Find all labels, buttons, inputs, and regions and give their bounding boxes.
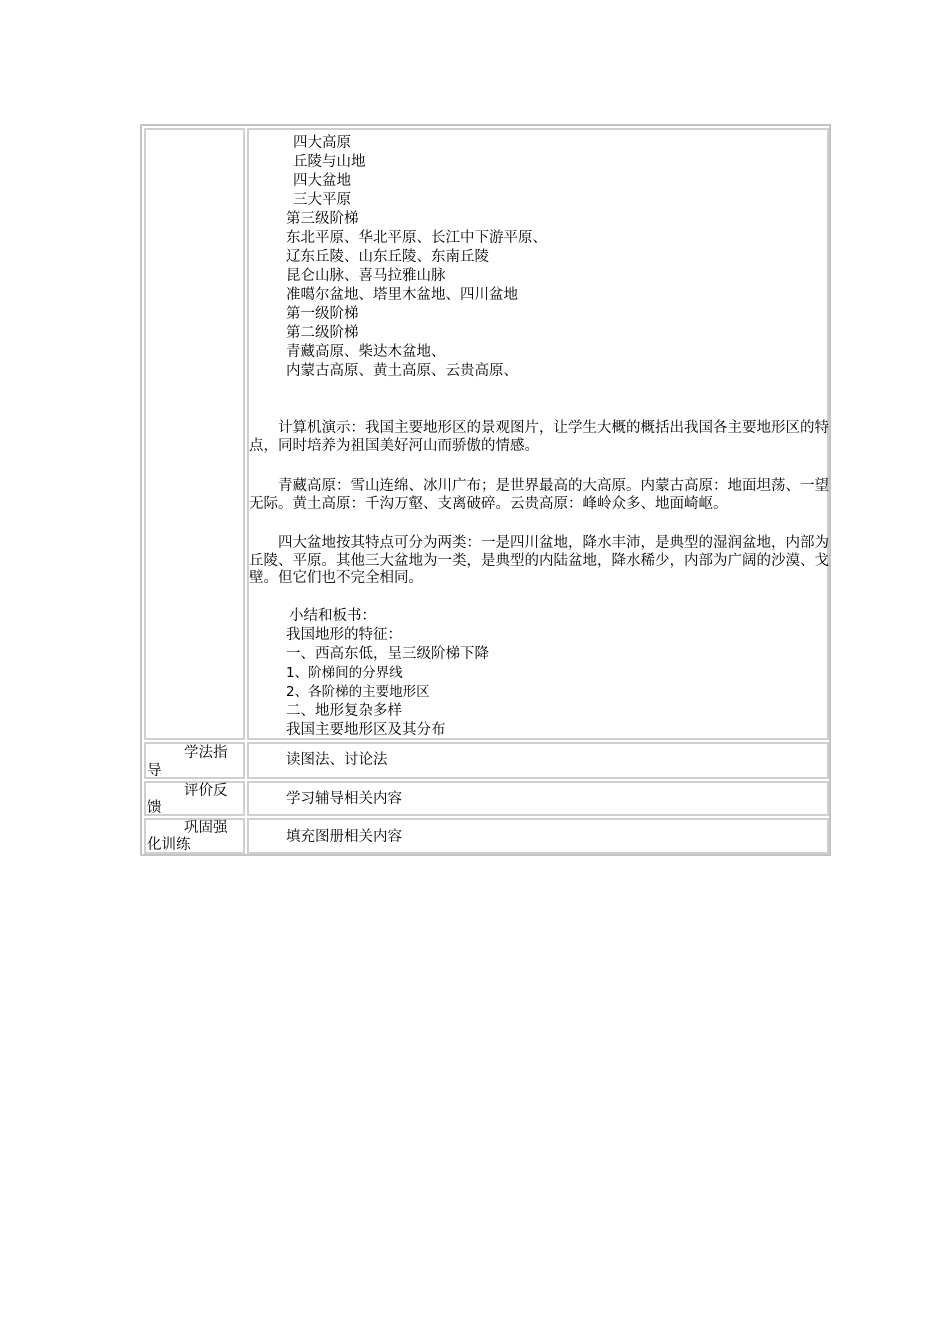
row-content-cell-evaluation xyxy=(247,781,829,816)
summary-item: 2、各阶梯的主要地形区 xyxy=(286,684,430,700)
row-label-bottom: 化训练 xyxy=(147,837,191,853)
text-line: 内蒙古高原、黄土高原、云贵高原、 xyxy=(286,363,518,379)
summary-item: 二、地形复杂多样 xyxy=(286,703,402,719)
text-line: 第一级阶梯 xyxy=(286,306,359,322)
row-content-cell-method xyxy=(247,742,829,779)
row-label-top: 评价反 xyxy=(184,783,228,799)
paragraph-basins: 四大盆地按其特点可分为两类：一是四川盆地，降水丰沛，是典型的湿润盆地，内部为丘陵、平原。其他三大盆地为一类，是典型的内陆盆地，降水稀少，内部为广阔的沙漠、戈壁。但它们也不完全相同。 xyxy=(249,535,829,586)
row-content: 读图法、讨论法 xyxy=(286,752,388,768)
row-label-bottom: 馈 xyxy=(147,800,162,816)
summary-item: 1、阶梯间的分界线 xyxy=(286,665,403,681)
text-line: 三大平原 xyxy=(293,192,351,208)
row-content: 学习辅导相关内容 xyxy=(286,791,402,807)
row-label-bottom: 导 xyxy=(147,763,162,779)
text-line: 昆仑山脉、喜马拉雅山脉 xyxy=(286,268,446,284)
row-label-cell-method xyxy=(144,742,245,779)
text-line: 四大盆地 xyxy=(293,173,351,189)
summary-item: 我国主要地形区及其分布 xyxy=(286,722,446,738)
row-content: 填充图册相关内容 xyxy=(286,829,402,845)
text-line: 丘陵与山地 xyxy=(293,154,366,170)
lesson-plan-table xyxy=(140,124,831,856)
text-line: 第三级阶梯 xyxy=(286,211,359,227)
text-line: 辽东丘陵、山东丘陵、东南丘陵 xyxy=(286,249,489,265)
summary-item: 一、西高东低，呈三级阶梯下降 xyxy=(286,646,489,662)
row-label-cell-evaluation xyxy=(144,781,245,816)
main-row-label-cell xyxy=(144,128,245,740)
text-line: 东北平原、华北平原、长江中下游平原、 xyxy=(286,230,547,246)
row-label-top: 巩固强 xyxy=(184,820,228,836)
text-line: 第二级阶梯 xyxy=(286,325,359,341)
paragraph-plateaus: 青藏高原：雪山连绵、冰川广布；是世界最高的大高原。内蒙古高原：地面坦荡、一望无际。黄土高原：千沟万壑、支离破碎。云贵高原：峰岭众多、地面崎岖。 xyxy=(249,478,829,512)
text-line: 青藏高原、柴达木盆地、 xyxy=(286,344,446,360)
main-row-content-cell xyxy=(247,128,829,740)
summary-title: 小结和板书： xyxy=(289,608,376,624)
row-label-cell-practice xyxy=(144,818,245,854)
row-label-top: 学法指 xyxy=(184,745,228,761)
text-line: 准噶尔盆地、塔里木盆地、四川盆地 xyxy=(286,287,518,303)
paragraph-computer-demo: 计算机演示：我国主要地形区的景观图片，让学生大概的概括出我国各主要地形区的特点，同时培养为祖国美好河山而骄傲的情感。 xyxy=(249,420,829,454)
text-line: 四大高原 xyxy=(293,135,351,151)
summary-item: 我国地形的特征： xyxy=(286,627,402,643)
row-content-cell-practice xyxy=(247,818,829,854)
